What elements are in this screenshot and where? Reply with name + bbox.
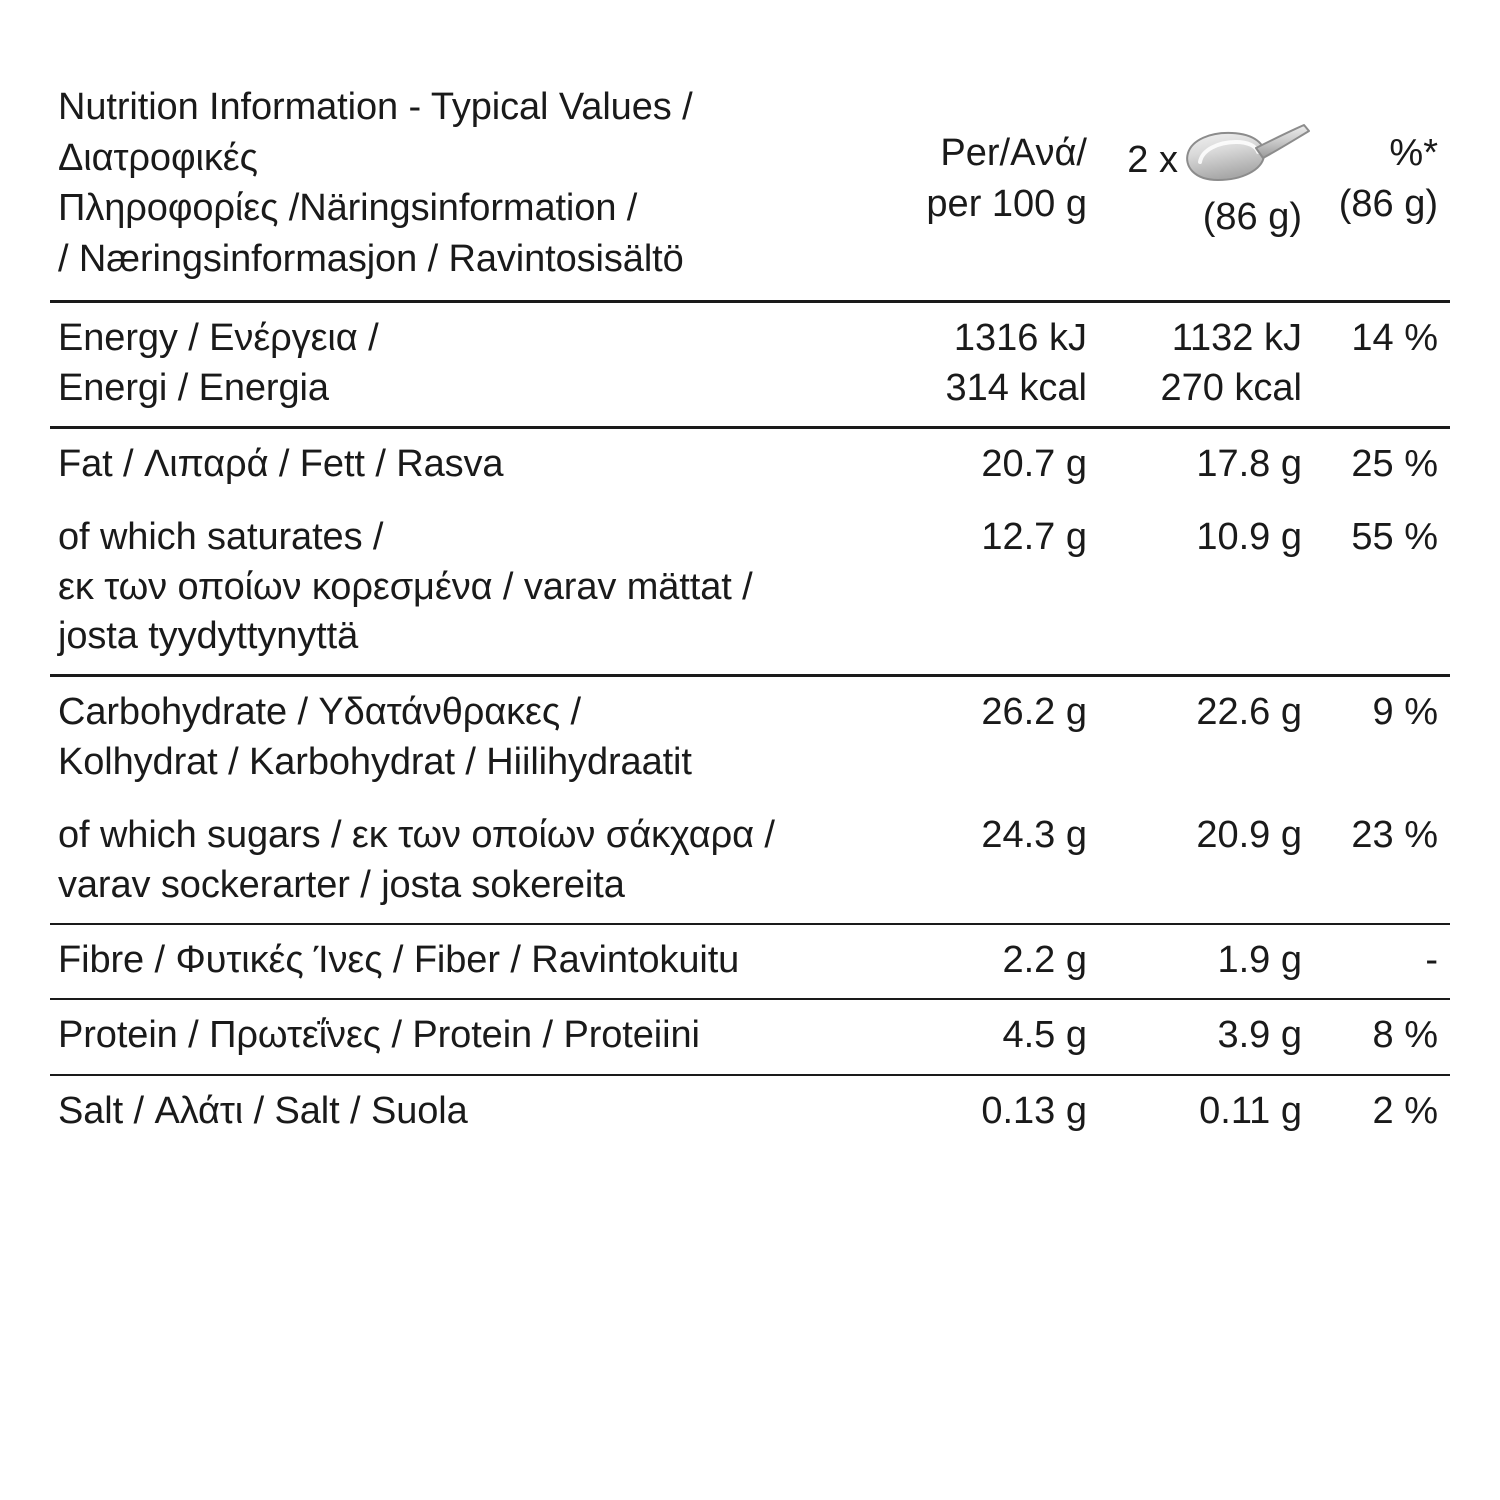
value-line: 2 % xyxy=(1372,1089,1438,1132)
row-per-100g-carbohydrate xyxy=(880,676,1095,800)
table-row xyxy=(50,502,1450,676)
header-title-line3: / Næringsinformasjon / Ravintosisältö xyxy=(58,237,684,280)
value-line: 24.3 g xyxy=(981,814,1087,857)
row-label-sugars xyxy=(50,800,880,924)
table-header-row xyxy=(50,78,1450,302)
value-line: 0.11 g xyxy=(1199,1089,1302,1132)
value-line: 2.2 g xyxy=(1002,939,1087,982)
row-label-carbohydrate xyxy=(50,676,880,800)
header-spacer-100g xyxy=(888,82,1087,128)
row-per-100g-salt xyxy=(880,1075,1095,1149)
row-label-saturates xyxy=(50,502,880,676)
row-percent-fibre xyxy=(1310,924,1450,999)
row-per-100g-fat xyxy=(880,427,1095,502)
header-title-line1: Nutrition Information - Typical Values / Διατροφικές xyxy=(58,86,693,179)
header-per-100g-line1: Per/Aνά/ xyxy=(940,132,1087,174)
row-label-line: Salt / Αλάτι / Salt / Suola xyxy=(58,1089,468,1132)
row-percent-salt xyxy=(1310,1075,1450,1149)
row-per-serving-protein xyxy=(1095,999,1310,1074)
row-per-100g-saturates xyxy=(880,502,1095,676)
header-col-per-serving xyxy=(1095,78,1310,302)
row-label-line: Kolhydrat / Karbohydrat / Hiilihydraatit xyxy=(58,740,692,783)
row-per-serving-energy xyxy=(1095,302,1310,428)
value-line: 4.5 g xyxy=(1002,1014,1087,1057)
row-label-salt xyxy=(50,1075,880,1149)
value-line: 23 % xyxy=(1351,814,1438,857)
value-line: 314 kcal xyxy=(945,366,1087,409)
row-per-100g-sugars xyxy=(880,800,1095,924)
row-label-line: Protein / Πρωτεΐνες / Protein / Proteiini xyxy=(58,1014,700,1057)
value-line: 22.6 g xyxy=(1196,691,1302,734)
value-line: 25 % xyxy=(1351,442,1438,485)
table-row xyxy=(50,427,1450,502)
table-row xyxy=(50,800,1450,924)
row-label-line: εκ των οποίων κορεσμένα / varav mättat / xyxy=(58,565,753,608)
row-percent-carbohydrate xyxy=(1310,676,1450,800)
row-percent-fat xyxy=(1310,427,1450,502)
row-label-energy xyxy=(50,302,880,428)
row-label-fibre xyxy=(50,924,880,999)
row-percent-protein xyxy=(1310,999,1450,1074)
header-serving-multiplier: 2 x xyxy=(1127,138,1178,181)
row-per-serving-carbohydrate xyxy=(1095,676,1310,800)
value-line: 1132 kJ xyxy=(1171,317,1302,360)
value-line: 3.9 g xyxy=(1217,1014,1302,1057)
row-label-line: Fibre / Φυτικές Ίνες / Fiber / Ravintokuitu xyxy=(58,939,740,982)
header-title-line2: Πληροφορίες /Näringsinformation / xyxy=(58,187,638,230)
table-row xyxy=(50,999,1450,1074)
header-spacer-pct xyxy=(1318,82,1438,128)
row-percent-saturates xyxy=(1310,502,1450,676)
value-line: 26.2 g xyxy=(981,691,1087,734)
value-line: 17.8 g xyxy=(1196,442,1302,485)
row-per-100g-fibre xyxy=(880,924,1095,999)
row-label-line: of which sugars / εκ των οποίων σάκχαρα / xyxy=(58,814,775,857)
table-row xyxy=(50,924,1450,999)
table-row xyxy=(50,676,1450,800)
value-line: 10.9 g xyxy=(1196,516,1302,559)
header-percent-symbol: %* xyxy=(1389,132,1438,174)
value-line: 8 % xyxy=(1372,1014,1438,1057)
row-per-serving-sugars xyxy=(1095,800,1310,924)
header-title-cell xyxy=(50,78,880,302)
value-line: 12.7 g xyxy=(981,516,1087,559)
row-label-protein xyxy=(50,999,880,1074)
row-percent-sugars xyxy=(1310,800,1450,924)
header-per-100g-line2: per 100 g xyxy=(926,182,1087,225)
value-line: 0.13 g xyxy=(981,1089,1087,1132)
row-per-100g-protein xyxy=(880,999,1095,1074)
header-serving-amount: (86 g) xyxy=(1202,196,1302,238)
row-per-serving-saturates xyxy=(1095,502,1310,676)
row-per-serving-fat xyxy=(1095,427,1310,502)
value-line: 270 kcal xyxy=(1160,366,1302,409)
header-percent-amount: (86 g) xyxy=(1338,182,1438,225)
value-line: 14 % xyxy=(1351,317,1438,360)
value-line: 20.7 g xyxy=(981,442,1087,485)
header-col-per-100g xyxy=(880,78,1095,302)
header-col-percent xyxy=(1310,78,1450,302)
spoon-icon xyxy=(1180,122,1312,186)
row-label-line: of which saturates / xyxy=(58,516,384,559)
row-percent-energy xyxy=(1310,302,1450,428)
nutrition-information-panel xyxy=(50,78,1450,1149)
header-serving-multiplier-row xyxy=(1127,128,1302,192)
table-row xyxy=(50,1075,1450,1149)
value-line: 9 % xyxy=(1372,691,1438,734)
value-line: 1.9 g xyxy=(1217,939,1302,982)
nutrition-table xyxy=(50,78,1450,1149)
row-label-line: Energi / Energia xyxy=(58,366,329,409)
value-line: 1316 kJ xyxy=(953,317,1087,360)
row-per-serving-salt xyxy=(1095,1075,1310,1149)
value-line: - xyxy=(1425,939,1438,982)
row-label-fat xyxy=(50,427,880,502)
row-label-line: Energy / Ενέργεια / xyxy=(58,317,379,360)
table-row xyxy=(50,302,1450,428)
row-label-line: josta tyydyttynyttä xyxy=(58,615,359,658)
row-label-line: Carbohydrate / Υδατάνθρακες / xyxy=(58,691,582,734)
value-line: 55 % xyxy=(1351,516,1438,559)
row-label-line: Fat / Λιπαρά / Fett / Rasva xyxy=(58,442,504,485)
value-line: 20.9 g xyxy=(1196,814,1302,857)
row-per-100g-energy xyxy=(880,302,1095,428)
row-per-serving-fibre xyxy=(1095,924,1310,999)
row-label-line: varav sockerarter / josta sokereita xyxy=(58,863,625,906)
